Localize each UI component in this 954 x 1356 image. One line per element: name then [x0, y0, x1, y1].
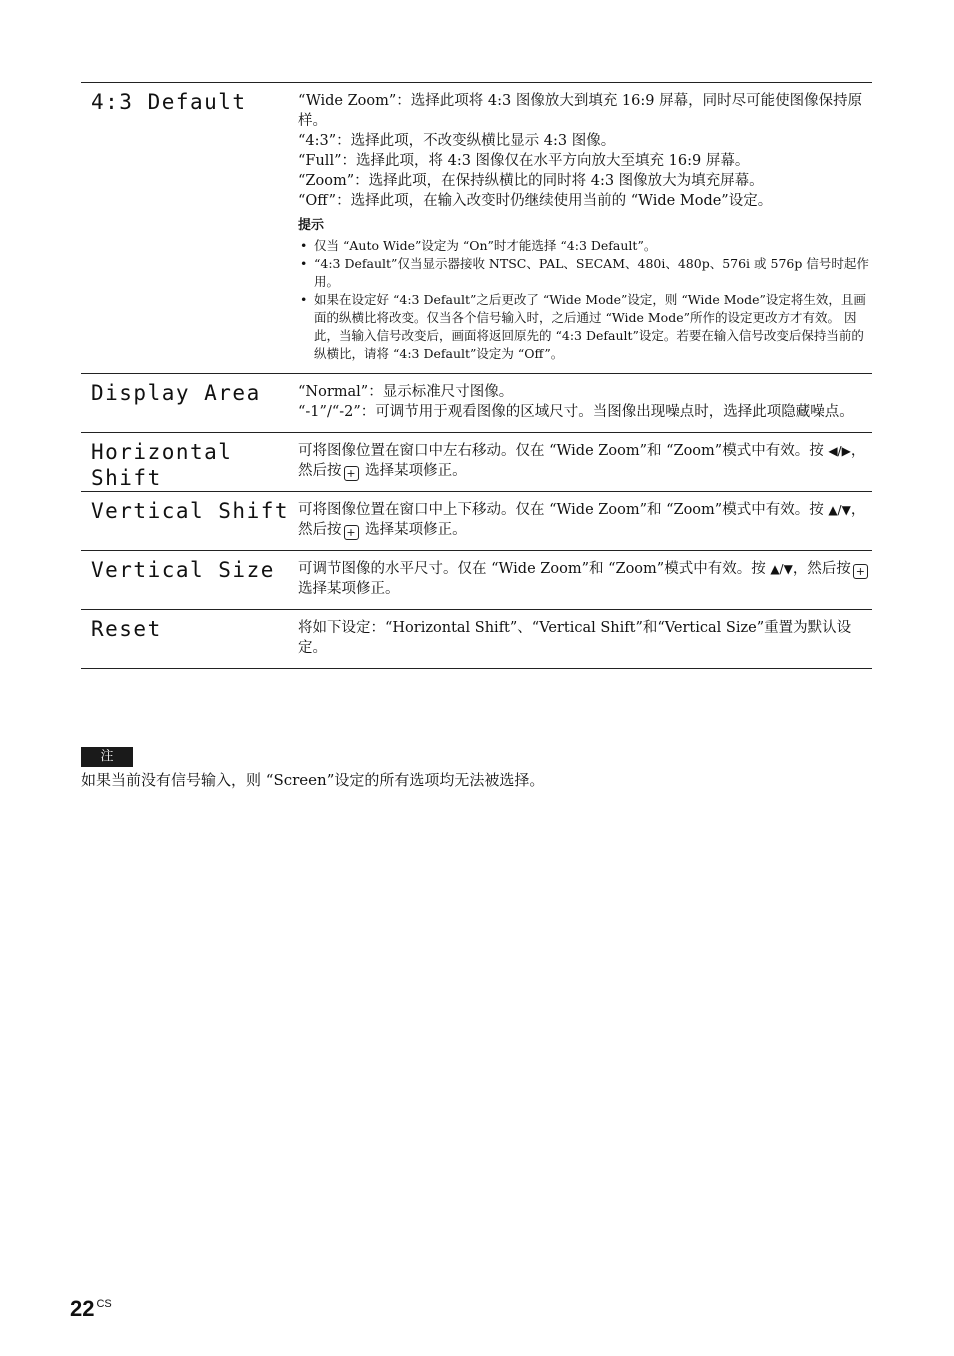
desc-line: “Full”：选择此项，将 4:3 图像仅在水平方向放大至填充 16:9 屏幕。 [298, 153, 750, 169]
enter-key-icon: + [853, 564, 868, 579]
desc-line: “Zoom”：选择此项，在保持纵横比的同时将 4:3 图像放大为填充屏幕。 [298, 173, 764, 189]
left-right-arrow-icon: ◀/▶ [828, 444, 851, 458]
desc-line: 将如下设定：“Horizontal Shift”、“Vertical Shift”和“Vertical Size”重置为默认设定。 [298, 620, 852, 656]
hint-item: • “4:3 Default”仅当显示器接收 NTSC、PAL、SECAM、480i、480p、576i 或 576p 信号时起作用。 [298, 255, 872, 291]
desc-line [298, 441, 872, 481]
term-description [298, 610, 872, 668]
up-down-arrow-icon: ▲/▼ [828, 503, 851, 517]
note-text: 如果当前没有信号输入，则 “Screen”设定的所有选项均无法被选择。 [81, 771, 545, 789]
hint-item: • 如果在设定好 “4:3 Default”之后更改了 “Wide Mode”设定，则 “Wide Mode”设定将生效，且画面的纵横比将改变。仅当各个信号输入时，之后通过 “Wide Mode”所作的设定更改方才有效。 因此，当输入信号改变后，画面将返回原先的 “4:3 Default”设定。若要在输入信号改变后保持当前的纵横比，请将 “4:3 Default”设定为 “Off”。 [298, 291, 872, 363]
page-number-value: 22 [70, 1296, 95, 1321]
term-label: Vertical Shift [91, 499, 290, 523]
page-number [70, 1296, 112, 1322]
term-label: 4:3 Default [91, 90, 247, 114]
term-description [298, 374, 872, 432]
desc-line: “Normal”：显示标准尺寸图像。 [298, 384, 514, 400]
note-label: 注 [81, 747, 133, 767]
row-reset [81, 610, 872, 669]
hint-list [298, 237, 872, 363]
up-down-arrow-icon: ▲/▼ [770, 562, 793, 576]
desc-line: “Off”：选择此项，在输入改变时仍继续使用当前的 “Wide Mode”设定。 [298, 193, 773, 209]
term-label: Horizontal Shift [91, 440, 233, 490]
hint-item: • 仅当 “Auto Wide”设定为 “On”时才能选择 “4:3 Default”。 [298, 237, 872, 255]
desc-text: 选择某项修正。 [360, 463, 467, 479]
desc-line: “-1”/“-2”：可调节用于观看图像的区域尺寸。当图像出现噪点时，选择此项隐藏噪点。 [298, 404, 854, 420]
hint-title: 提示 [298, 218, 325, 233]
row-vertical-shift [81, 492, 872, 551]
desc-line [298, 500, 872, 540]
desc-text: ，然后按 [298, 443, 866, 479]
term-label: Display Area [91, 381, 261, 405]
enter-key-icon: + [344, 525, 359, 540]
desc-text: 选择某项修正。 [360, 522, 467, 538]
desc-line: “Wide Zoom”：选择此项将 4:3 图像放大到填充 16:9 屏幕，同时尽可能使图像保持原样。 [298, 93, 863, 129]
desc-text: 选择某项修正。 [298, 581, 400, 597]
desc-text: 可将图像位置在窗口中上下移动。仅在 “Wide Zoom”和 “Zoom”模式中有效。按 [298, 502, 829, 518]
row-vertical-size [81, 551, 872, 610]
row-display-area [81, 374, 872, 433]
term-label: Reset [91, 617, 162, 641]
desc-line [298, 559, 872, 599]
term-description [298, 492, 872, 550]
enter-key-icon: + [344, 466, 359, 481]
desc-text: 可将图像位置在窗口中左右移动。仅在 “Wide Zoom”和 “Zoom”模式中有效。按 [298, 443, 829, 459]
row-4-3-default [81, 83, 872, 374]
desc-text: ，然后按 [792, 561, 851, 577]
term-description [298, 433, 872, 491]
desc-text: 可调节图像的水平尺寸。仅在 “Wide Zoom”和 “Zoom”模式中有效。按 [298, 561, 771, 577]
desc-text: ，然后按 [298, 502, 866, 538]
page-language-code: CS [96, 1298, 112, 1310]
row-horizontal-shift [81, 433, 872, 492]
desc-line: “4:3”：选择此项，不改变纵横比显示 4:3 图像。 [298, 133, 616, 149]
term-label: Vertical Size [91, 558, 275, 582]
settings-table [81, 82, 872, 669]
term-description [298, 551, 872, 609]
term-description [298, 83, 872, 373]
